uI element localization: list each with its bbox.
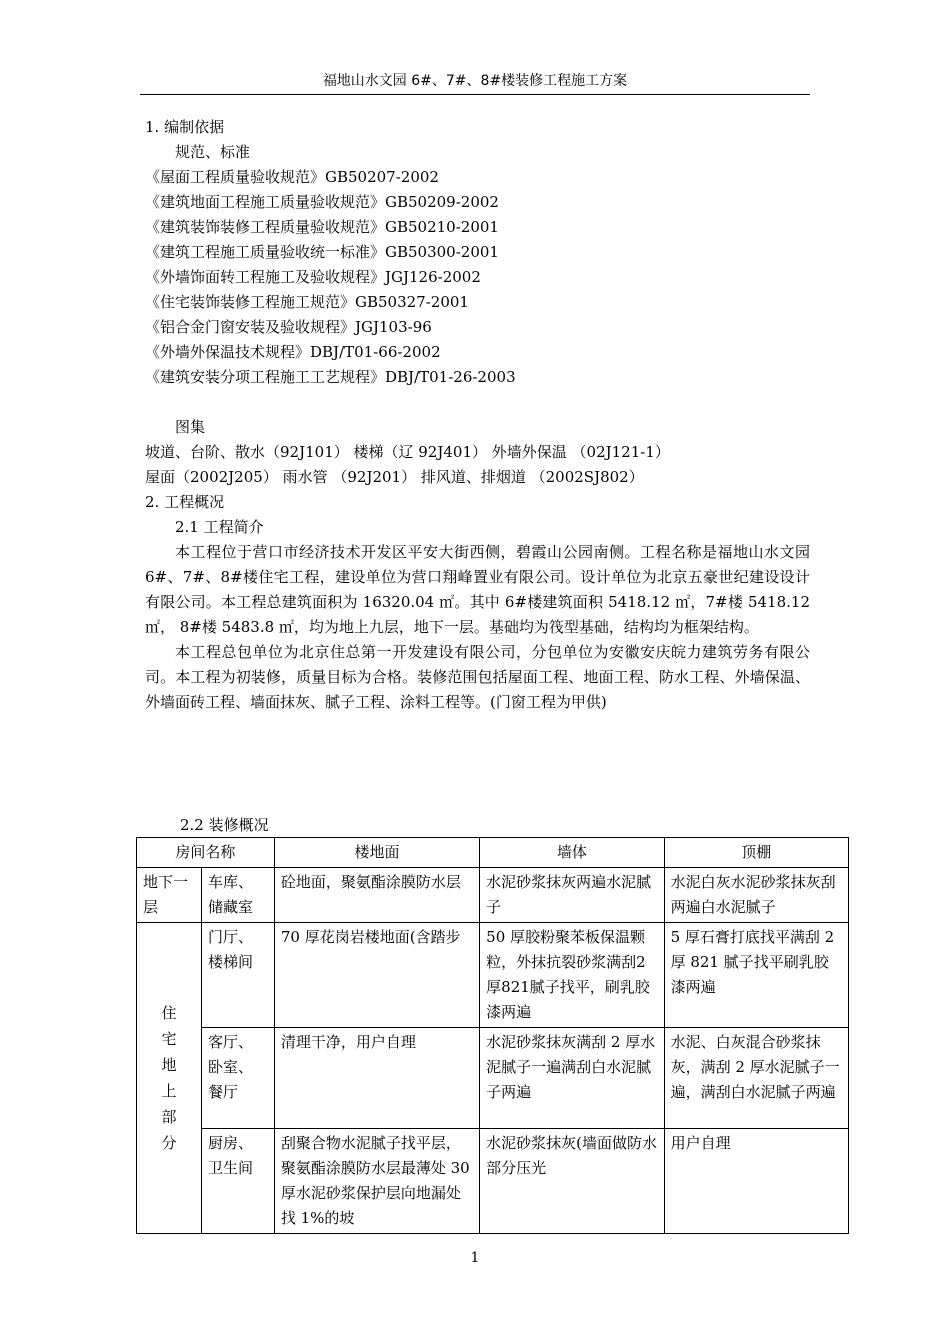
spec-item: 《建筑工程施工质量验收统一标准》GB50300-2001 (145, 243, 499, 261)
table-row (137, 1028, 849, 1129)
header-wall: 墙体 (480, 838, 664, 868)
spec-item: 《建筑安装分项工程施工工艺规程》DBJ/T01-26-2003 (145, 368, 516, 386)
section-1-title: 1. 编制依据 (145, 118, 225, 136)
decoration-table (136, 837, 849, 1234)
ceiling-cell: 5 厚石膏打底找平满刮 2 厚 821 腻子找平刷乳胶漆两遍 (664, 923, 848, 1028)
header-floor: 楼地面 (274, 838, 479, 868)
specs-list (145, 165, 810, 390)
spec-item: 《建筑装饰装修工程质量验收规范》GB50210-2001 (145, 218, 499, 236)
wall-cell: 水泥砂浆抹灰满刮 2 厚水泥腻子一遍满刮白水泥腻子两遍 (480, 1028, 664, 1129)
spec-item: 《铝合金门窗安装及验收规程》JGJ103-96 (145, 318, 432, 336)
table-row (137, 868, 849, 923)
room-name: 客厅、卧室、餐厅 (201, 1028, 274, 1129)
document-body (145, 115, 810, 715)
wall-cell: 水泥砂浆抹灰两遍水泥腻子 (480, 868, 664, 923)
room-name: 车库、储藏室 (201, 868, 274, 923)
floor-cell: 砼地面，聚氨酯涂膜防水层 (274, 868, 479, 923)
floor-cell: 清理干净，用户自理 (274, 1028, 479, 1129)
room-name: 厨房、卫生间 (201, 1129, 274, 1234)
section-2-1-title: 2.1 工程简介 (175, 518, 264, 536)
floor-cell: 70 厚花岗岩楼地面(含踏步 (274, 923, 479, 1028)
header-room: 房间名称 (137, 838, 275, 868)
room-name: 门厅、楼梯间 (201, 923, 274, 1028)
atlas-title: 图集 (175, 418, 206, 436)
spec-item: 《外墙外保温技术规程》DBJ/T01-66-2002 (145, 343, 441, 361)
spec-item: 《住宅装饰装修工程施工规范》GB50327-2001 (145, 293, 469, 311)
overview-paragraph-1: 本工程位于营口市经济技术开发区平安大街西侧，碧霞山公园南侧。工程名称是福地山水文园 6#、7#、8#楼住宅工程，建设单位为营口翔峰置业有限公司。设计单位为北京五豪世纪建设设计有限公司。本工程总建筑面积为 16320.04 ㎡。其中 6#楼建筑面积 5418.12 ㎡，7#楼 5418.12 ㎡， 8#楼 5483.8 ㎡，均为地上九层，地下一层。基础均为筏型基础，结构均为框架结构。 (145, 543, 810, 636)
spec-item: 《屋面工程质量验收规范》GB50207-2002 (145, 168, 439, 186)
table-row (137, 1129, 849, 1234)
specs-title: 规范、标准 (175, 143, 251, 161)
atlas-item: 屋面（2002J205） 雨水管 （92J201） 排风道、排烟道 （2002SJ802） (145, 468, 644, 486)
overview-paragraph-2: 本工程总包单位为北京住总第一开发建设有限公司，分包单位为安徽安庆皖力建筑劳务有限公司。本工程为初装修，质量目标为合格。装修范围包括屋面工程、地面工程、防水工程、外墙保温、外墙面砖工程、墙面抹灰、腻子工程、涂料工程等。(门窗工程为甲供) (145, 643, 810, 711)
table-row (137, 923, 849, 1028)
group-basement: 地下一层 (137, 868, 202, 923)
header-ceiling: 顶棚 (664, 838, 848, 868)
floor-cell: 刮聚合物水泥腻子找平层，聚氨酯涂膜防水层最薄处 30 厚水泥砂浆保护层向地漏处找 1%的坡 (274, 1129, 479, 1234)
group-upper: 住宅地上部分 (137, 923, 202, 1234)
atlas-item: 坡道、台阶、散水（92J101） 楼梯（辽 92J401） 外墙外保温 （02J121-1） (145, 443, 670, 461)
ceiling-cell: 水泥、白灰混合砂浆抹灰，满刮 2 厚水泥腻子一遍，满刮白水泥腻子两遍 (664, 1028, 848, 1129)
wall-cell: 50 厚胶粉聚苯板保温颗粒，外抹抗裂砂浆满刮2厚821腻子找平，刷乳胶漆两遍 (480, 923, 664, 1028)
spec-item: 《建筑地面工程施工质量验收规范》GB50209-2002 (145, 193, 499, 211)
spec-item: 《外墙饰面转工程施工及验收规程》JGJ126-2002 (145, 268, 481, 286)
ceiling-cell: 水泥白灰水泥砂浆抹灰刮两遍白水泥腻子 (664, 868, 848, 923)
ceiling-cell: 用户自理 (664, 1129, 848, 1234)
section-2-2-title: 2.2 装修概况 (180, 816, 269, 834)
section-2-title: 2. 工程概况 (145, 493, 225, 511)
page-header: 福地山水文园 6#、7#、8#楼装修工程施工方案 (140, 68, 810, 95)
page-number: 1 (470, 1250, 480, 1266)
table-header-row (137, 838, 849, 868)
wall-cell: 水泥砂浆抹灰(墙面做防水部分压光 (480, 1129, 664, 1234)
